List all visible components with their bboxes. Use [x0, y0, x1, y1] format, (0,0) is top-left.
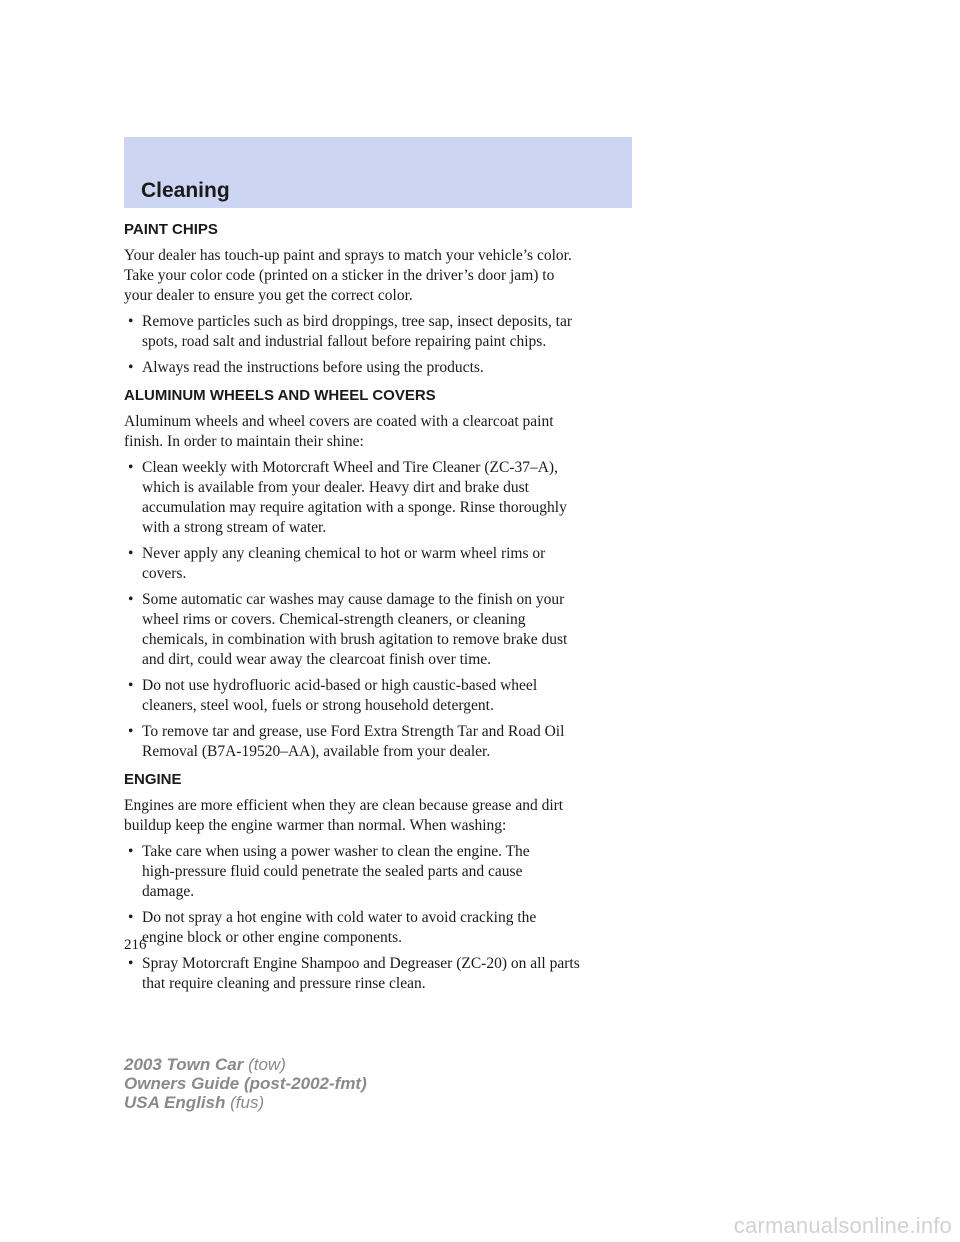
intro-line: buildup keep the engine warmer than normal. When washing: [124, 817, 507, 834]
list-item-line: high-pressure fluid could penetrate the sealed parts and cause [142, 863, 523, 880]
list-item-line: covers. [142, 565, 187, 582]
bullet-list [124, 458, 644, 762]
intro-line: Aluminum wheels and wheel covers are coated with a clearcoat paint [124, 413, 554, 430]
list-item [124, 458, 644, 538]
section-intro [124, 796, 644, 836]
footer-guide: Owners Guide (post-2002-fmt) [124, 1074, 367, 1093]
list-item-line: accumulation may require agitation with a sponge. Rinse thoroughly [142, 499, 567, 516]
list-item-line: Do not use hydrofluoric acid-based or high caustic-based wheel [142, 677, 538, 694]
bullet-icon: • [128, 843, 134, 860]
section-header-band [124, 137, 632, 208]
list-item-line: which is available from your dealer. Heavy dirt and brake dust [142, 479, 529, 496]
document-footer [124, 1055, 367, 1112]
bullet-icon: • [128, 955, 134, 972]
intro-line: Take your color code (printed on a sticker in the driver’s door jam) to [124, 267, 555, 284]
bullet-icon: • [128, 677, 134, 694]
list-item-line: engine block or other engine components. [142, 929, 402, 946]
bullet-icon: • [128, 545, 134, 562]
list-item-line: chemicals, in combination with brush agitation to remove brake dust [142, 631, 568, 648]
list-item-line: Some automatic car washes may cause damage to the finish on your [142, 591, 565, 608]
list-item [124, 590, 644, 670]
list-item [124, 544, 644, 584]
footer-language: USA English [124, 1093, 226, 1112]
list-item [124, 358, 644, 378]
watermark-text: carmanualsonline.info [733, 1213, 952, 1238]
list-item-line: cleaners, steel wool, fuels or strong household detergent. [142, 697, 494, 714]
footer-model-code: (tow) [248, 1055, 286, 1074]
list-item-line: Clean weekly with Motorcraft Wheel and Tire Cleaner (ZC-37–A), [142, 459, 558, 476]
section-title: Cleaning [141, 179, 230, 202]
list-item [124, 954, 644, 994]
section-intro [124, 246, 644, 306]
intro-line: Your dealer has touch-up paint and sprays to match your vehicle’s color. [124, 247, 572, 264]
bullet-icon: • [128, 459, 134, 476]
bullet-list [124, 842, 644, 994]
list-item-line: Do not spray a hot engine with cold water to avoid cracking the [142, 909, 537, 926]
list-item-line: damage. [142, 883, 195, 900]
list-item-line: Removal (B7A-19520–AA), available from your dealer. [142, 743, 491, 760]
list-item-line: that require cleaning and pressure rinse clean. [142, 975, 426, 992]
intro-line: your dealer to ensure you get the correct color. [124, 287, 413, 304]
page-content [124, 220, 644, 994]
section-intro [124, 412, 644, 452]
list-item-line: Spray Motorcraft Engine Shampoo and Degreaser (ZC-20) on all parts [142, 955, 580, 972]
list-item-line: Remove particles such as bird droppings, tree sap, insect deposits, tar [142, 313, 573, 330]
footer-language-code: (fus) [230, 1093, 265, 1112]
section-heading: ENGINE [124, 771, 182, 788]
bullet-icon: • [128, 723, 134, 740]
list-item-line: Take care when using a power washer to clean the engine. The [142, 843, 530, 860]
bullet-icon: • [128, 313, 134, 330]
list-item-line: To remove tar and grease, use Ford Extra Strength Tar and Road Oil [142, 723, 565, 740]
list-item-line: Never apply any cleaning chemical to hot or warm wheel rims or [142, 545, 546, 562]
bullet-icon: • [128, 359, 134, 376]
list-item [124, 722, 644, 762]
list-item-line: Always read the instructions before using the products. [142, 359, 484, 376]
bullet-icon: • [128, 591, 134, 608]
page-number: 216 [124, 937, 147, 953]
section-heading: PAINT CHIPS [124, 221, 218, 238]
section-heading: ALUMINUM WHEELS AND WHEEL COVERS [124, 387, 436, 404]
list-item [124, 842, 644, 902]
intro-line: Engines are more efficient when they are clean because grease and dirt [124, 797, 564, 814]
list-item-line: and dirt, could wear away the clearcoat finish over time. [142, 651, 492, 668]
list-item-line: with a strong stream of water. [142, 519, 327, 536]
list-item-line: spots, road salt and industrial fallout before repairing paint chips. [142, 333, 547, 350]
footer-model: 2003 Town Car [124, 1055, 244, 1074]
bullet-icon: • [128, 909, 134, 926]
list-item [124, 676, 644, 716]
bullet-list [124, 312, 644, 378]
list-item [124, 312, 644, 352]
intro-line: finish. In order to maintain their shine: [124, 433, 364, 450]
list-item-line: wheel rims or covers. Chemical-strength cleaners, or cleaning [142, 611, 526, 628]
list-item [124, 908, 644, 948]
